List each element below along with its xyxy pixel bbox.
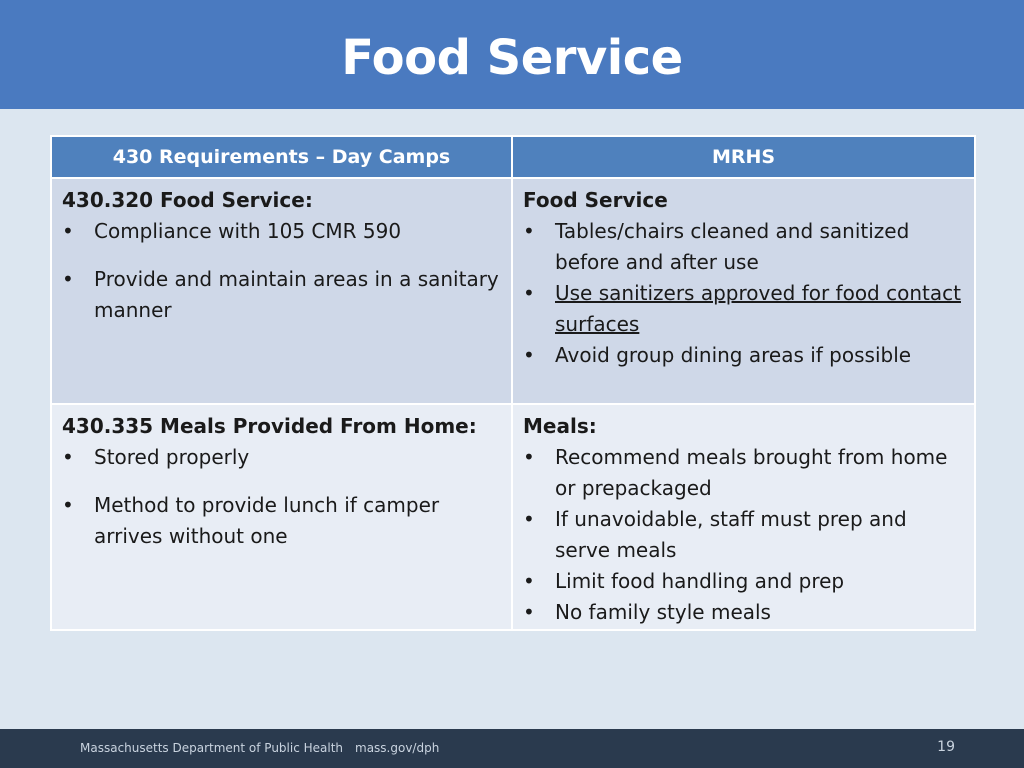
list-item — [62, 490, 501, 552]
bullet-list — [62, 442, 501, 552]
table-row — [51, 404, 975, 630]
list-item — [523, 504, 964, 566]
bullet-list — [62, 216, 501, 326]
list-item-text: Limit food handling and prep — [555, 569, 845, 593]
bullet-icon: • — [523, 600, 535, 624]
list-item-text: No family style meals — [555, 600, 771, 624]
table-header-row — [51, 136, 975, 178]
footer-url: mass.gov/dph — [355, 741, 440, 755]
bullet-icon: • — [523, 343, 535, 367]
bullet-list — [523, 216, 964, 371]
slide-title: Food Service — [341, 30, 683, 86]
bullet-list — [523, 442, 964, 628]
bullet-icon: • — [62, 445, 74, 469]
bullet-icon: • — [62, 267, 74, 291]
list-item-text: Recommend meals brought from home or prepackaged — [555, 445, 948, 500]
cell-heading: Food Service — [523, 188, 668, 212]
footer-organization: Massachusetts Department of Public Health — [80, 741, 344, 755]
bullet-icon: • — [523, 445, 535, 469]
list-item — [62, 216, 501, 247]
title-bar — [0, 0, 1024, 109]
bullet-icon: • — [523, 569, 535, 593]
cell-heading: 430.320 Food Service: — [62, 188, 313, 212]
table-cell — [512, 404, 975, 630]
column-header-requirements: 430 Requirements – Day Camps — [51, 136, 512, 178]
footer-bar — [0, 729, 1024, 768]
bullet-icon: • — [523, 281, 535, 305]
bullet-icon: • — [62, 493, 74, 517]
bullet-icon: • — [62, 219, 74, 243]
list-item — [523, 442, 964, 504]
list-item-text: Compliance with 105 CMR 590 — [94, 219, 402, 243]
list-item-text: Tables/chairs cleaned and sanitized before and after use — [555, 219, 910, 274]
list-item — [523, 566, 964, 597]
list-item-text: Provide and maintain areas in a sanitary manner — [94, 267, 499, 322]
list-item-text: Stored properly — [94, 445, 250, 469]
list-item-text: Method to provide lunch if camper arrives without one — [94, 493, 440, 548]
table-cell — [512, 178, 975, 404]
list-item-text: Use sanitizers approved for food contact surfaces — [555, 281, 961, 336]
list-item — [523, 278, 964, 340]
cell-heading: Meals: — [523, 414, 597, 438]
table-row — [51, 178, 975, 404]
page-number: 19 — [937, 739, 955, 755]
list-item — [62, 442, 501, 473]
comparison-table — [50, 135, 976, 631]
column-header-mrhs: MRHS — [512, 136, 975, 178]
list-item — [523, 340, 964, 371]
table-cell — [51, 404, 512, 630]
list-item — [523, 216, 964, 278]
list-item — [523, 597, 964, 628]
cell-heading: 430.335 Meals Provided From Home: — [62, 414, 477, 438]
bullet-icon: • — [523, 219, 535, 243]
list-item-text: Avoid group dining areas if possible — [555, 343, 912, 367]
list-item-text: If unavoidable, staff must prep and serve meals — [555, 507, 907, 562]
list-item — [62, 264, 501, 326]
table-cell — [51, 178, 512, 404]
bullet-icon: • — [523, 507, 535, 531]
